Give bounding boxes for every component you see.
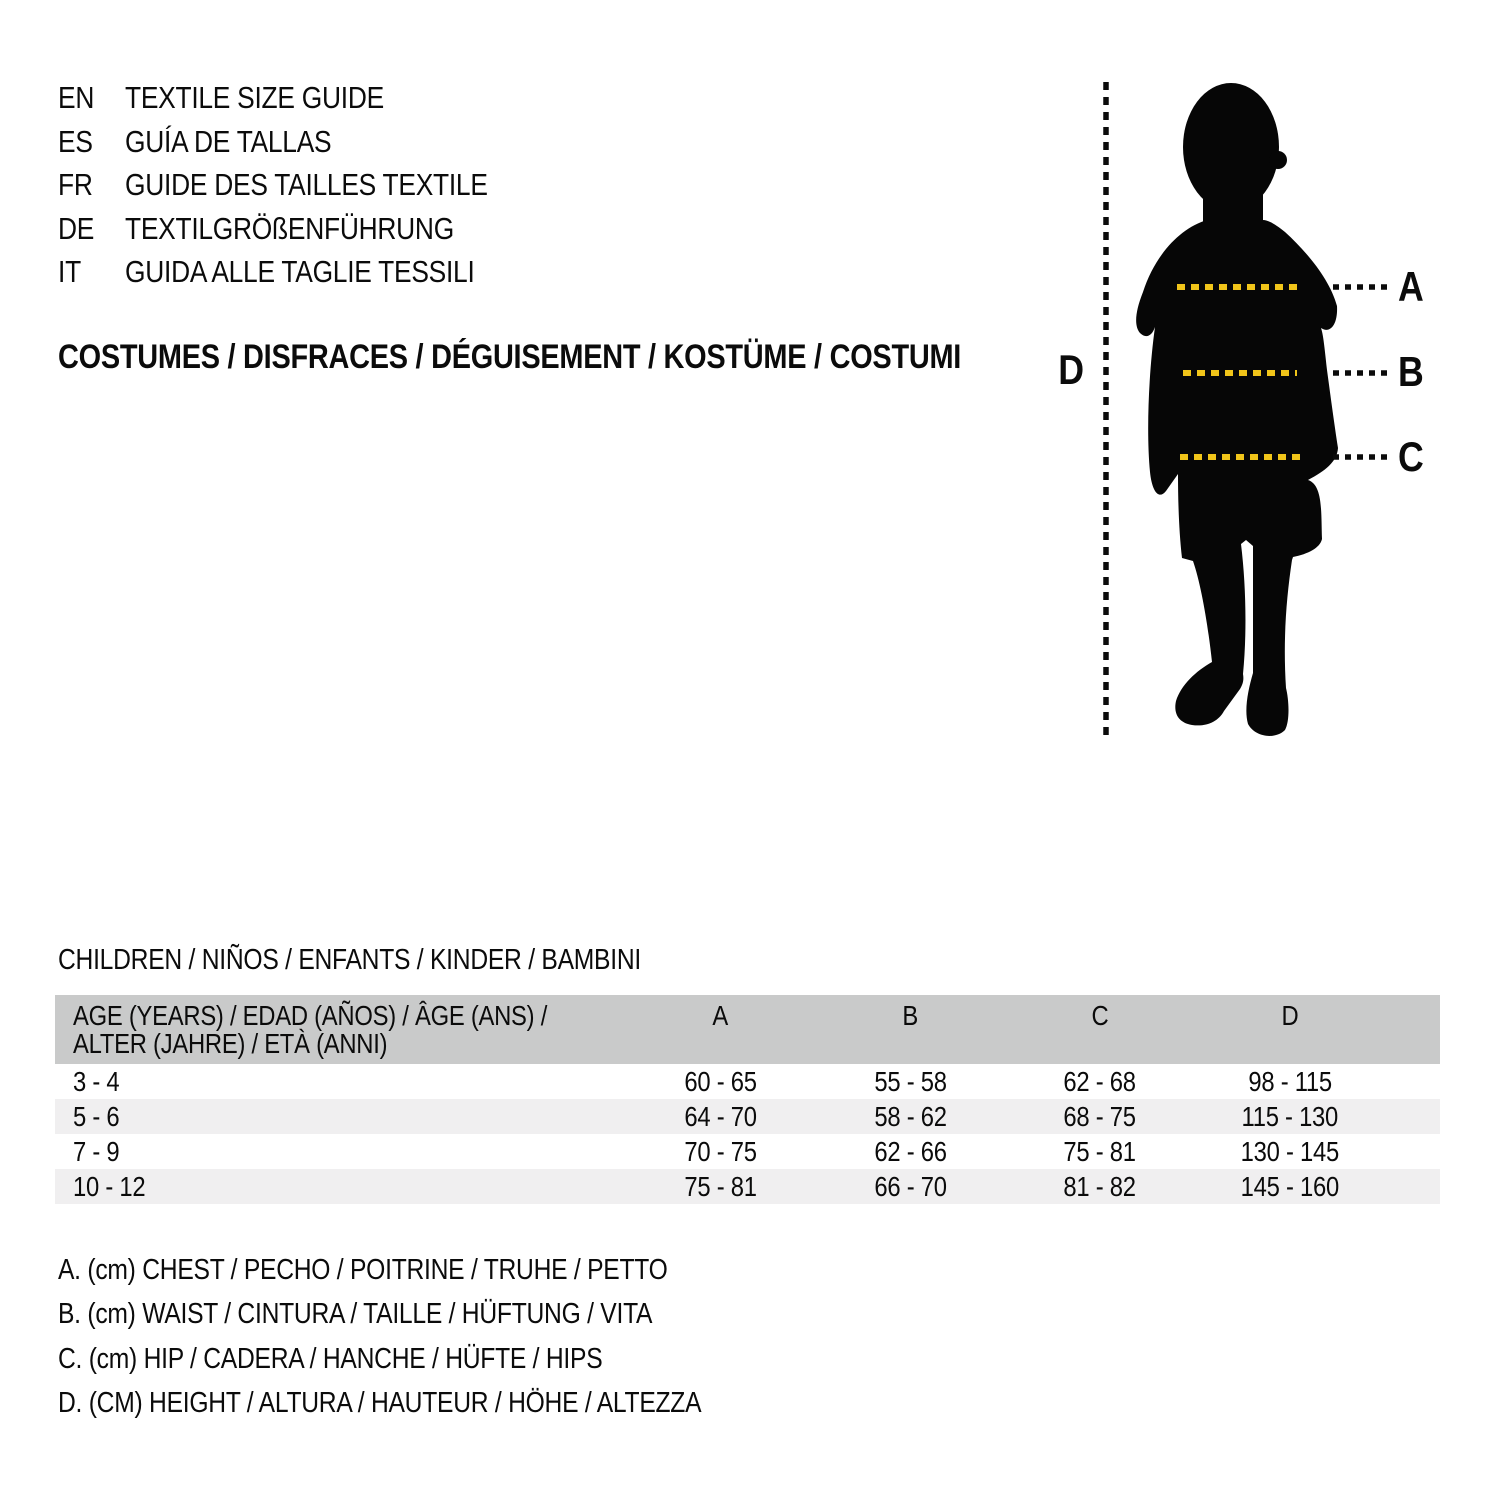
label-b-text: B [1398,348,1424,395]
height-cell: 115 - 130 [1241,1101,1338,1132]
chest-cell: 64 - 70 [684,1101,757,1132]
category-title [58,337,1120,377]
language-row-it [58,250,552,294]
legend-line-waist: B. (cm) WAIST / CINTURA / TAILLE / HÜFTUNG / VITA [58,1298,653,1331]
silhouette-ear [1269,151,1287,169]
chest-cell: 60 - 65 [684,1066,757,1097]
size-table [55,995,1440,1204]
size-table-header [55,995,1440,1064]
hip-cell: 81 - 82 [1063,1171,1137,1202]
chest-cell: 70 - 75 [684,1136,757,1167]
column-header-d: D [1281,1000,1299,1031]
size-table-row [55,1134,1440,1169]
label-c-text: C [1398,433,1424,480]
hip-cell: 62 - 68 [1063,1066,1137,1097]
chest-cell: 75 - 81 [684,1171,757,1202]
silhouette-body [1136,220,1338,736]
language-row-es [58,120,552,164]
category-title-text: COSTUMES / DISFRACES / DÉGUISEMENT / KOSTÜME / COSTUMI [58,338,962,376]
language-row-en [58,76,552,120]
language-code: DE [58,210,95,246]
hip-cell: 68 - 75 [1063,1101,1137,1132]
language-row-fr [58,163,552,207]
language-code: FR [58,167,93,202]
height-cell: 145 - 160 [1240,1171,1339,1202]
column-header-c: C [1091,1000,1109,1031]
language-title: TEXTILGRÖßENFÜHRUNG [125,210,454,246]
silhouette-neck [1203,188,1263,225]
column-header-a: A [712,1000,729,1031]
language-title: GUIDA ALLE TAGLIE TESSILI [125,254,475,289]
label-a-text: A [1398,263,1424,310]
waist-cell: 62 - 66 [874,1136,947,1167]
waist-cell: 55 - 58 [874,1066,947,1097]
legend-line-height: D. (CM) HEIGHT / ALTURA / HAUTEUR / HÖHE / ALTEZZA [58,1386,702,1419]
language-title: TEXTILE SIZE GUIDE [125,80,384,115]
size-table-row [55,1169,1440,1204]
age-header-line1: AGE (YEARS) / EDAD (AÑOS) / ÂGE (ANS) / [73,1000,548,1031]
measurement-label-d [1047,346,1095,393]
language-code: EN [58,80,95,115]
age-header-line2: ALTER (JAHRE) / ETÀ (ANNI) [73,1028,388,1059]
language-row-de [58,207,552,251]
column-header-b: B [902,1000,919,1031]
language-code: ES [58,123,93,159]
measurement-label-a [1398,263,1428,310]
language-code: IT [58,254,81,289]
size-table-row [55,1064,1440,1099]
language-title: GUIDE DES TAILLES TEXTILE [125,167,488,202]
language-title: GUÍA DE TALLAS [125,123,332,159]
waist-cell: 66 - 70 [874,1171,947,1202]
height-cell: 98 - 115 [1247,1066,1332,1097]
legend-line-chest: A. (cm) CHEST / PECHO / POITRINE / TRUHE / PETTO [58,1254,668,1286]
legend-line-hip: C. (cm) HIP / CADERA / HANCHE / HÜFTE / HIPS [58,1342,603,1375]
size-table-title-text: CHILDREN / NIÑOS / ENFANTS / KINDER / BAMBINI [58,944,641,976]
child-silhouette [1136,83,1338,736]
child-silhouette-figure [1040,70,1460,760]
waist-cell: 58 - 62 [874,1101,947,1132]
age-cell: 3 - 4 [73,1066,120,1097]
measurement-label-c [1398,433,1428,480]
age-cell: 5 - 6 [73,1101,120,1132]
age-cell: 7 - 9 [73,1136,120,1167]
height-cell: 130 - 145 [1240,1136,1339,1167]
measurement-label-b [1398,348,1428,395]
size-table-title [58,945,744,975]
size-table-row [55,1099,1440,1134]
language-title-list [58,76,552,294]
hip-cell: 75 - 81 [1063,1136,1137,1167]
age-header [55,995,626,1064]
measurement-legend [58,1248,815,1425]
measurement-figure [1040,70,1460,760]
age-cell: 10 - 12 [73,1171,146,1202]
label-d-text: D [1058,346,1084,393]
